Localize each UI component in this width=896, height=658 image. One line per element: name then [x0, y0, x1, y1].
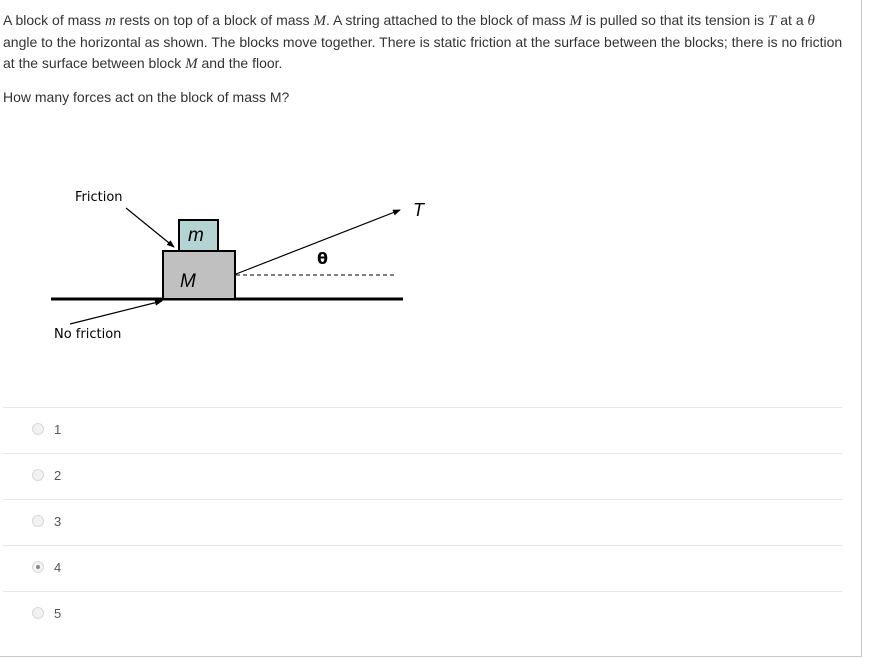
radio-button-selected[interactable]: [32, 561, 44, 573]
radio-button[interactable]: [32, 423, 44, 435]
problem-statement: A block of mass m rests on top of a block of mass M. A string attached to the block of mass M is pulled so that its tension is T at a θ angle to the horizontal as shown. The blocks move together. There is static friction at the surface between the blocks; there is no friction at the surface between block M and the floor.: [3, 12, 843, 72]
question-prompt: How many forces act on the block of mass M?: [3, 89, 290, 105]
radio-button[interactable]: [32, 607, 44, 619]
big-block: [163, 251, 235, 299]
radio-button[interactable]: [32, 515, 44, 527]
answer-choice-3[interactable]: [3, 499, 842, 545]
no-friction-arrow: [70, 301, 162, 324]
big-block-label: M: [180, 271, 196, 292]
question-text: [3, 10, 853, 108]
radio-button[interactable]: [32, 469, 44, 481]
answer-choices: [3, 407, 842, 637]
no-friction-label: No friction: [54, 327, 122, 342]
friction-label: Friction: [75, 190, 123, 205]
angle-label: θ: [317, 249, 328, 268]
small-block-label: m: [188, 225, 204, 246]
force-diagram: [0, 150, 424, 360]
choice-label[interactable]: 2: [54, 468, 62, 483]
answer-choice-5[interactable]: [3, 591, 842, 637]
choice-label[interactable]: 5: [54, 606, 62, 621]
friction-arrow: [126, 208, 174, 247]
tension-label: T: [413, 200, 424, 220]
answer-choice-4[interactable]: [3, 545, 842, 591]
choice-label[interactable]: 1: [54, 422, 62, 437]
answer-choice-2[interactable]: [3, 453, 842, 499]
answer-choice-1[interactable]: [3, 407, 842, 453]
choice-label[interactable]: 4: [54, 560, 62, 575]
choice-label[interactable]: 3: [54, 514, 62, 529]
